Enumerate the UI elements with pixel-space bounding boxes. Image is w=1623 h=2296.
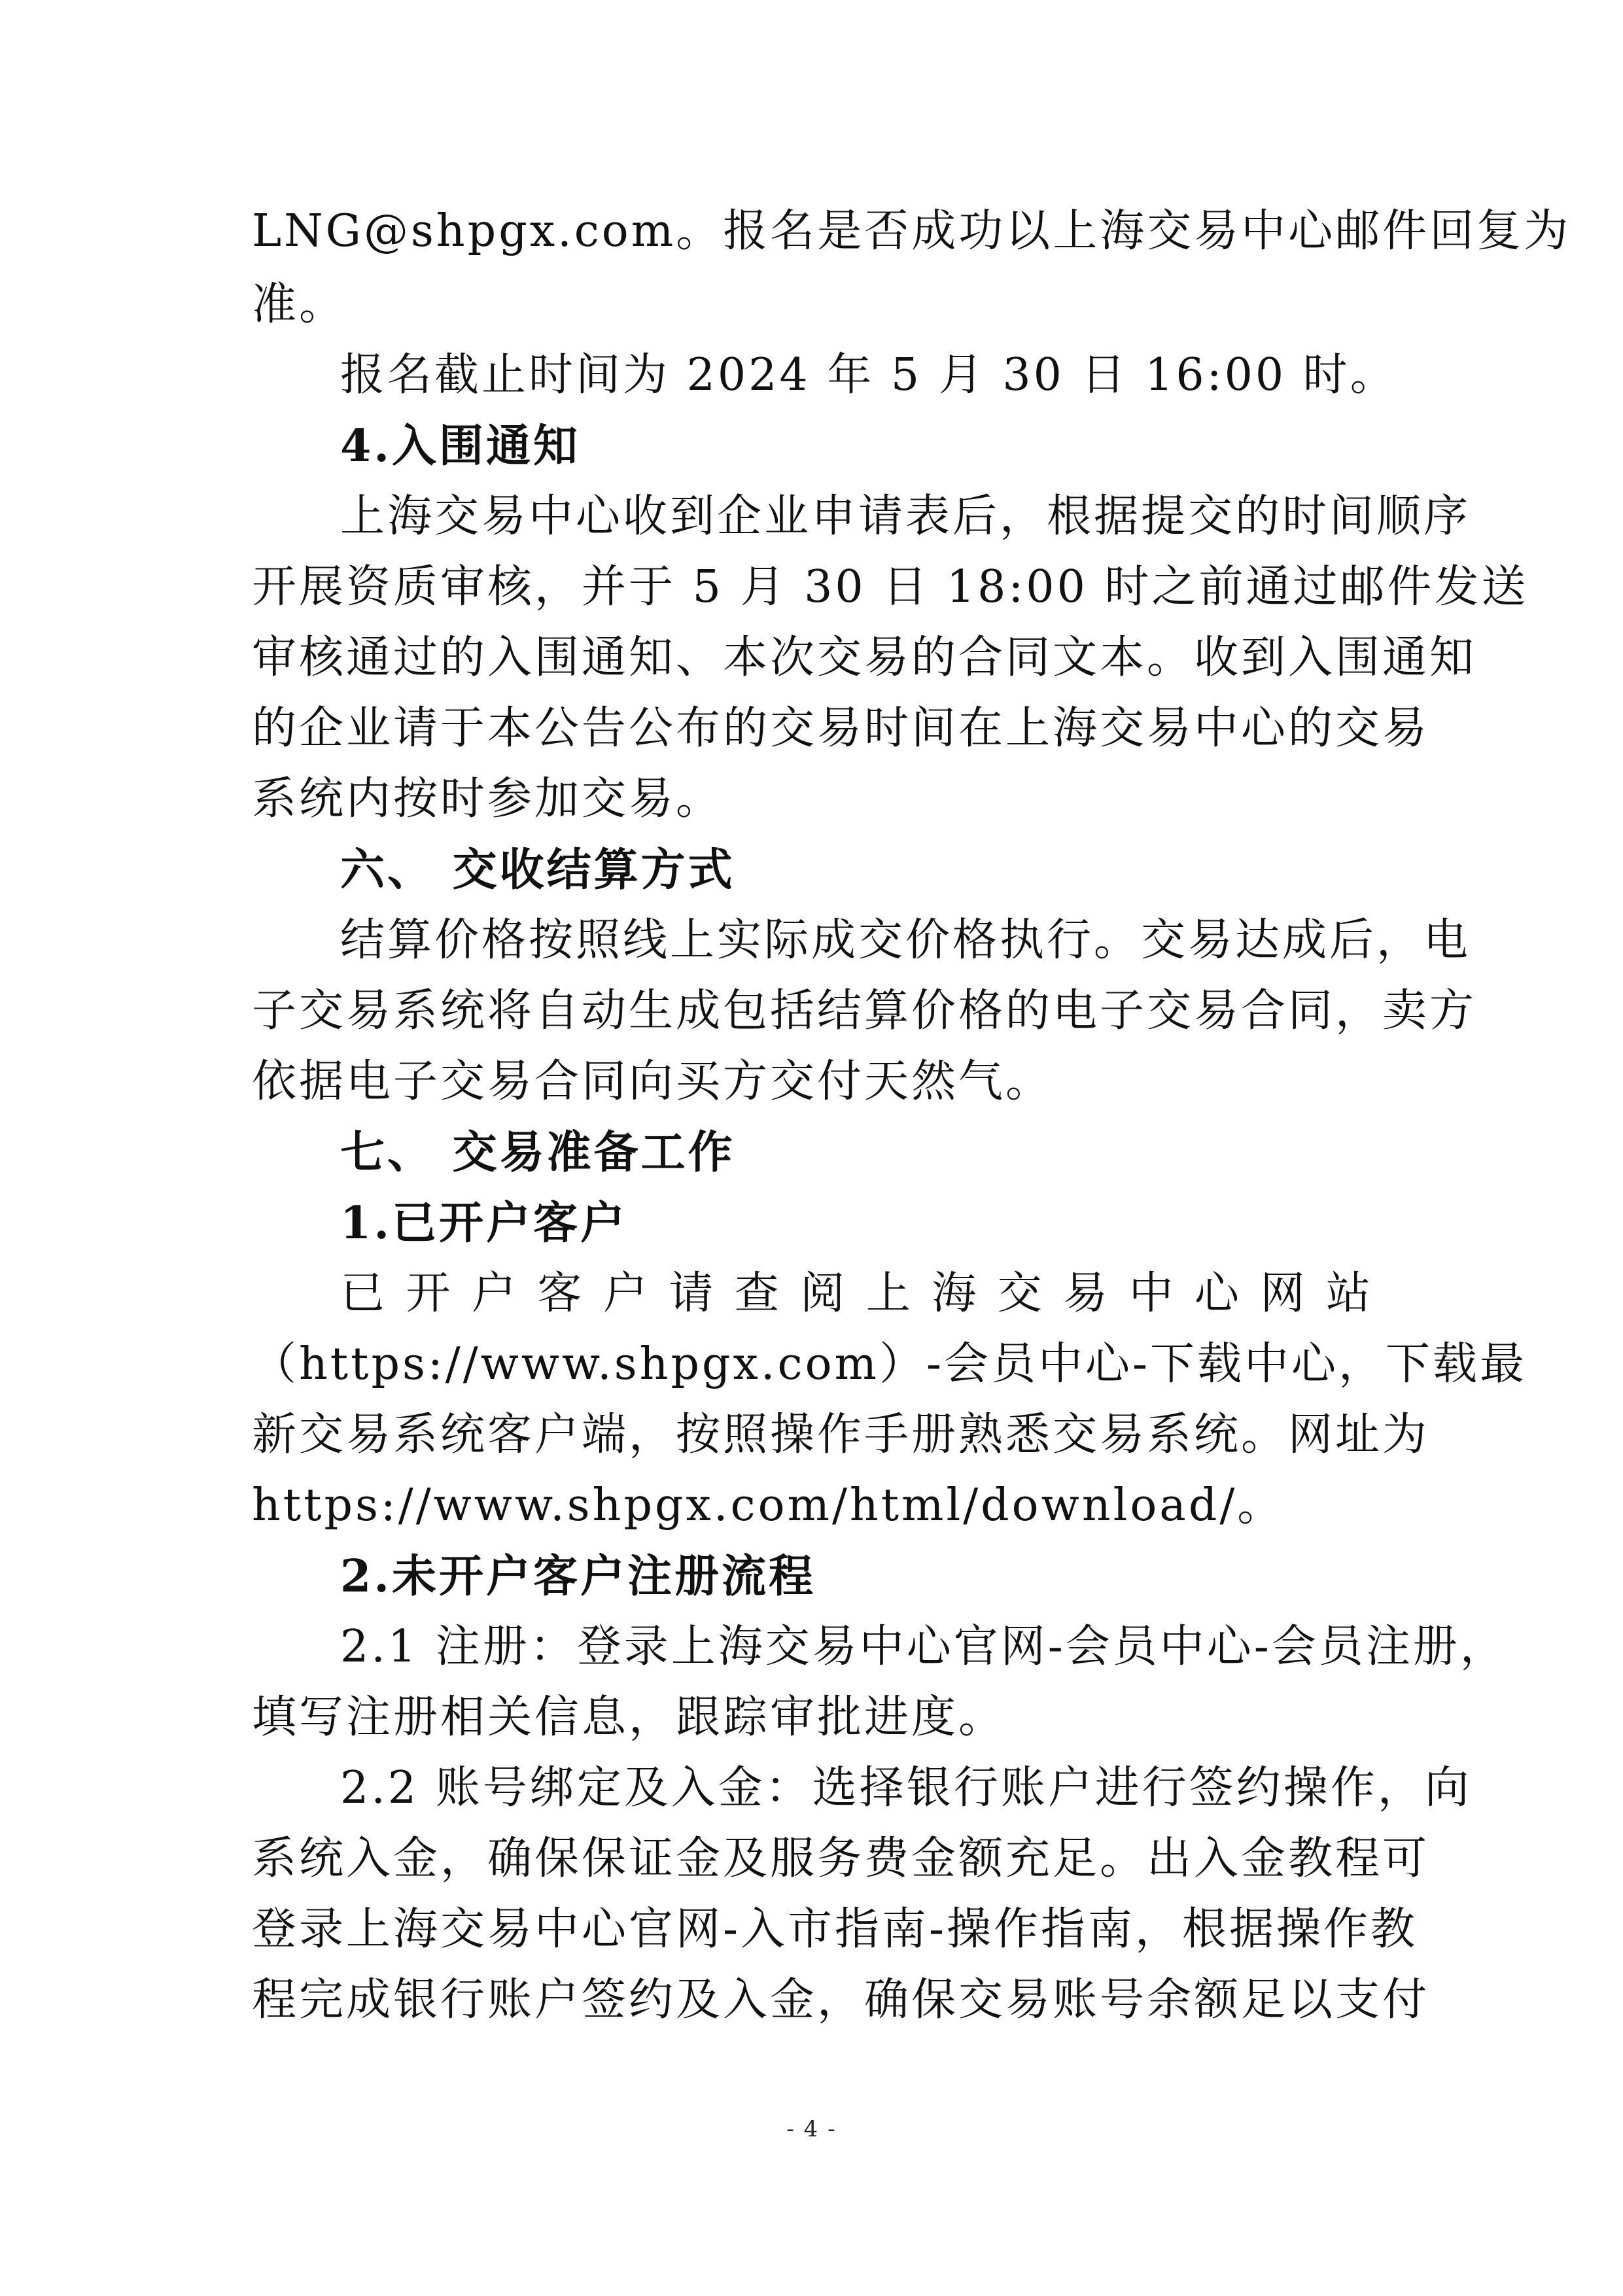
body-line: 2.1 注册：登录上海交易中心官网-会员中心-会员注册， [340, 1621, 1507, 1673]
section-heading: 六、 交收结算方式 [340, 844, 735, 896]
body-line: 准。 [252, 279, 347, 330]
body-line: 上海交易中心收到企业申请表后，根据提交的时间顺序 [340, 491, 1471, 542]
body-line: 结算价格按照线上实际成交价格执行。交易达成后，电 [340, 914, 1471, 966]
body-line: 2.2 账号绑定及入金：选择银行账户进行签约操作，向 [340, 1762, 1472, 1814]
body-line: 新交易系统客户端，按照操作手册熟悉交易系统。网址为 [252, 1409, 1430, 1461]
body-line: 子交易系统将自动生成包括结算价格的电子交易合同，卖方 [252, 985, 1477, 1037]
body-line: 审核通过的入围通知、本次交易的合同文本。收到入围通知 [252, 632, 1477, 684]
body-line: 开展资质审核，并于 5 月 30 日 18:00 时之前通过邮件发送 [252, 561, 1529, 613]
body-line: 填写注册相关信息，跟踪审批进度。 [252, 1692, 1006, 1743]
download-url: https://www.shpgx.com/html/download/。 [252, 1480, 1285, 1531]
body-line: 的企业请于本公告公布的交易时间在上海交易中心的交易 [252, 703, 1430, 754]
body-line: （https://www.shpgx.com）-会员中心-下载中心，下载最 [252, 1338, 1527, 1390]
body-line: 系统入金，确保保证金及服务费金额充足。出入金教程可 [252, 1833, 1430, 1885]
body-line: 报名截止时间为 2024 年 5 月 30 日 16:00 时。 [340, 349, 1397, 401]
body-line: 程完成银行账户签约及入金，确保交易账号余额足以支付 [252, 1974, 1430, 2026]
body-line: 依据电子交易合同向买方交付天然气。 [252, 1056, 1053, 1107]
subsection-heading: 2.未开户客户注册流程 [340, 1550, 816, 1603]
body-line: LNG@shpgx.com。报名是否成功以上海交易中心邮件回复为 [252, 205, 1571, 257]
body-line: 登录上海交易中心官网-入市指南-操作指南，根据操作教 [252, 1904, 1418, 1955]
page-number: - 4 - [786, 2116, 837, 2142]
section-heading: 七、 交易准备工作 [340, 1126, 735, 1179]
subsection-heading: 1.已开户客户 [340, 1197, 627, 1249]
body-line: 已开户客户请查阅上海交易中心网站 [340, 1268, 1390, 1319]
subsection-heading: 4.入围通知 [340, 420, 580, 472]
body-line: 系统内按时参加交易。 [252, 773, 724, 825]
